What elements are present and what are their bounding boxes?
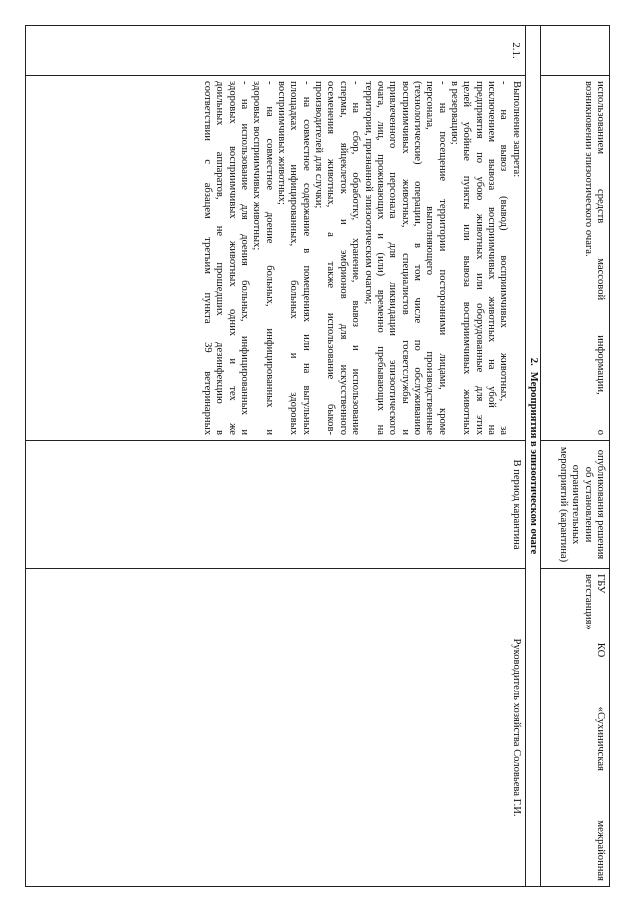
text-line: доильных аппаратов, не прошедших дезинфекцию в xyxy=(214,81,226,435)
row-deadline-cell xyxy=(26,441,526,569)
previous-row-text-cell xyxy=(541,76,610,441)
deadline-line: мероприятий (карантина) xyxy=(557,446,569,563)
measures-table xyxy=(25,25,610,887)
text-line: осеменения животных, а также использование быков- xyxy=(325,81,337,435)
text-line: соответствии с абзацем третьим пункта 39 ветеринарных xyxy=(202,81,214,435)
text-line: очага, лиц, проживающих и (или) временно пребывающих на xyxy=(374,81,386,435)
text-line: - на совместное доение больных, инфицированных и xyxy=(263,81,275,435)
text-line: Выполнение запрета: xyxy=(510,81,522,178)
row-text-cell xyxy=(26,76,526,441)
text-line: персонала, выполняющего производственные xyxy=(424,81,436,435)
responsible-line: ветстанция» xyxy=(582,574,594,630)
text-line: площадках инфицированных, больных и здоровых xyxy=(288,81,300,435)
row-number-cell xyxy=(26,26,526,76)
text-line: здоровых восприимчивых животных; xyxy=(251,81,263,251)
section-header-row xyxy=(525,26,540,887)
row-number: 2.1. xyxy=(509,42,522,59)
text-line: предприятия по убою животных или оборудованные для этих xyxy=(473,81,485,435)
table-row-2-1 xyxy=(26,26,526,887)
previous-row-responsible-cell xyxy=(541,569,610,887)
text-line: целей убойные пункты или вывоза восприимчивых животных xyxy=(461,81,473,435)
section-title: Мероприятия в эпизоотическом очаге xyxy=(528,371,539,555)
text-line: исключением вывоза восприимчивых животных на убой на xyxy=(485,81,497,435)
text-line: возникновении эпизоотического очага. xyxy=(582,81,594,257)
text-line: производителей для случки; xyxy=(313,81,325,209)
text-line: в резервацию; xyxy=(448,81,460,145)
responsible-line: ГБУ КО «Сухиничская межрайонная xyxy=(595,574,606,881)
row-responsible-cell xyxy=(26,569,526,887)
deadline-line: ограничительных xyxy=(570,464,582,545)
table-row-previous xyxy=(541,26,610,887)
text-line: - на посещение территории посторонними лицами, кроме xyxy=(436,81,448,435)
text-line: восприимчивых животных, специалистов госветслужбы и xyxy=(399,81,411,435)
text-line: - на совместное содержание в помещениях или на выгульных xyxy=(300,81,312,435)
deadline-line: опубликования решения xyxy=(595,449,606,560)
previous-row-number-cell xyxy=(541,26,610,76)
text-line: привлеченного персонала для ликвидации эпизоотического xyxy=(387,81,399,435)
section-number: 2. xyxy=(528,357,539,366)
row-deadline: В период карантина xyxy=(510,459,522,550)
text-line: (технологические) операции, в том числе по обслуживанию xyxy=(411,81,423,435)
text-line: - на вывоз (вывод) восприимчивых животных, за xyxy=(498,81,510,435)
text-line: восприимчивых животных; xyxy=(276,81,288,205)
text-line: - на использование для доения больных, инфицированных и xyxy=(239,81,251,435)
text-line: территории, признанной эпизоотическим очагом; xyxy=(362,81,374,305)
deadline-line: об установлении xyxy=(582,466,594,543)
previous-row-deadline-cell xyxy=(541,441,610,569)
text-line: - на сбор, обработку, хранение, вывоз и использование xyxy=(350,81,362,435)
text-line: здоровых восприимчивых животных одних и тех же xyxy=(226,81,238,435)
text-line: спермы, яйцеклеток и эмбрионов для искусственного xyxy=(337,81,349,435)
text-line: использованием средств массовой информации, о xyxy=(595,81,606,435)
section-header-cell xyxy=(525,26,540,887)
row-responsible: Руководитель хозяйства Соловьева Г.И. xyxy=(510,638,522,817)
